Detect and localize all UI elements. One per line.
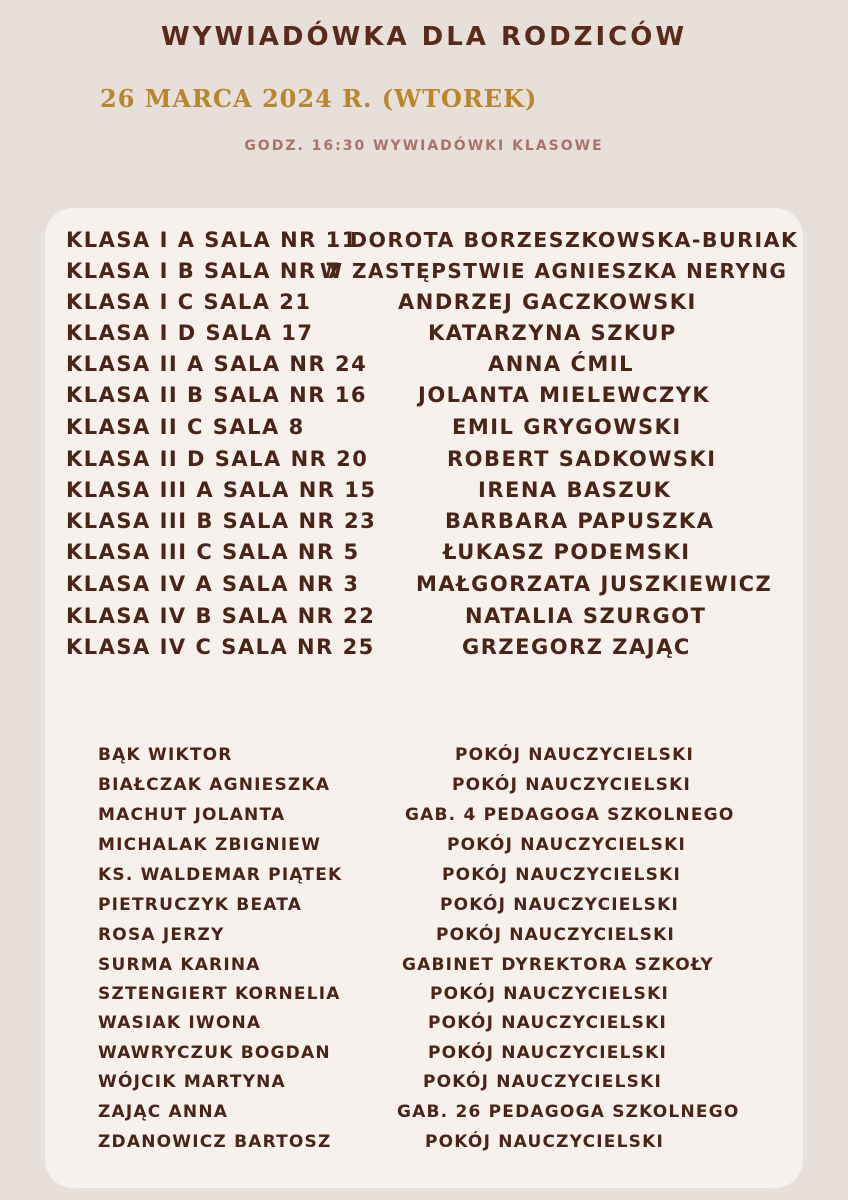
teacher-room: GAB. 4 PEDAGOGA SZKOLNEGO (405, 805, 735, 825)
page-title: WYWIADÓWKA DLA RODZICÓW (160, 22, 688, 52)
class-room: KLASA II A SALA NR 24 (66, 352, 368, 376)
teacher-name: BĄK WIKTOR (98, 745, 233, 765)
class-room: KLASA III B SALA NR 23 (66, 509, 377, 533)
class-teacher: EMIL GRYGOWSKI (452, 415, 682, 439)
class-room: KLASA I C SALA 21 (66, 290, 312, 314)
teacher-name: MICHALAK ZBIGNIEW (98, 835, 322, 855)
class-teacher: GRZEGORZ ZAJĄC (462, 635, 691, 659)
teacher-name: SURMA KARINA (98, 955, 261, 975)
class-room: KLASA II B SALA NR 16 (66, 383, 367, 407)
event-date: 26 MARCA 2024 R. (WTOREK) (100, 84, 538, 113)
teacher-room: GABINET DYREKTORA SZKOŁY (402, 955, 714, 975)
class-room: KLASA IV B SALA NR 22 (66, 604, 376, 628)
teacher-room: POKÓJ NAUCZYCIELSKI (452, 775, 691, 795)
teacher-name: SZTENGIERT KORNELIA (98, 984, 341, 1004)
teacher-room: POKÓJ NAUCZYCIELSKI (447, 835, 686, 855)
class-room: KLASA IV A SALA NR 3 (66, 572, 360, 596)
teacher-room: POKÓJ NAUCZYCIELSKI (440, 895, 679, 915)
teacher-room: POKÓJ NAUCZYCIELSKI (428, 1013, 667, 1033)
class-room: KLASA III A SALA NR 15 (66, 478, 377, 502)
teacher-name: PIETRUCZYK BEATA (98, 895, 303, 915)
class-room: KLASA IV C SALA NR 25 (66, 635, 375, 659)
class-room: KLASA II D SALA NR 20 (66, 447, 369, 471)
class-teacher: BARBARA PAPUSZKA (445, 509, 715, 533)
teacher-room: POKÓJ NAUCZYCIELSKI (442, 865, 681, 885)
teacher-name: ROSA JERZY (98, 925, 225, 945)
teacher-room: POKÓJ NAUCZYCIELSKI (455, 745, 694, 765)
teacher-room: POKÓJ NAUCZYCIELSKI (436, 925, 675, 945)
class-room: KLASA I B SALA NR 7 (66, 259, 342, 283)
teacher-room: GAB. 26 PEDAGOGA SZKOLNEGO (397, 1102, 740, 1122)
class-teacher: ROBERT SADKOWSKI (447, 447, 717, 471)
teacher-name: WAWRYCZUK BOGDAN (98, 1043, 331, 1063)
teacher-name: WASIAK IWONA (98, 1013, 262, 1033)
teacher-name: MACHUT JOLANTA (98, 805, 286, 825)
teacher-room: POKÓJ NAUCZYCIELSKI (430, 984, 669, 1004)
class-room: KLASA I D SALA 17 (66, 321, 314, 345)
meeting-time-heading: GODZ. 16:30 WYWIADÓWKI KLASOWE (244, 138, 604, 154)
class-room: KLASA I A SALA NR 11 (66, 228, 358, 252)
teacher-room: POKÓJ NAUCZYCIELSKI (423, 1072, 662, 1092)
teacher-name: WÓJCIK MARTYNA (98, 1072, 286, 1092)
teacher-name: ZDANOWICZ BARTOSZ (98, 1132, 332, 1152)
class-teacher: KATARZYNA SZKUP (428, 321, 677, 345)
teacher-room: POKÓJ NAUCZYCIELSKI (428, 1043, 667, 1063)
class-teacher: W ZASTĘPSTWIE AGNIESZKA NERYNG (320, 259, 788, 283)
class-teacher: NATALIA SZURGOT (465, 604, 707, 628)
class-room: KLASA III C SALA NR 5 (66, 540, 360, 564)
class-teacher: IRENA BASZUK (478, 478, 672, 502)
class-teacher: ŁUKASZ PODEMSKI (443, 540, 691, 564)
teacher-name: ZAJĄC ANNA (98, 1102, 229, 1122)
class-teacher: ANDRZEJ GACZKOWSKI (398, 290, 697, 314)
class-teacher: JOLANTA MIELEWCZYK (418, 383, 711, 407)
class-room: KLASA II C SALA 8 (66, 415, 305, 439)
class-teacher: MAŁGORZATA JUSZKIEWICZ (416, 572, 773, 596)
teacher-room: POKÓJ NAUCZYCIELSKI (425, 1132, 664, 1152)
teacher-name: KS. WALDEMAR PIĄTEK (98, 865, 343, 885)
class-teacher: ANNA ĆMIL (488, 352, 634, 376)
class-teacher: DOROTA BORZESZKOWSKA-BURIAK (350, 228, 799, 252)
teacher-name: BIAŁCZAK AGNIESZKA (98, 775, 331, 795)
